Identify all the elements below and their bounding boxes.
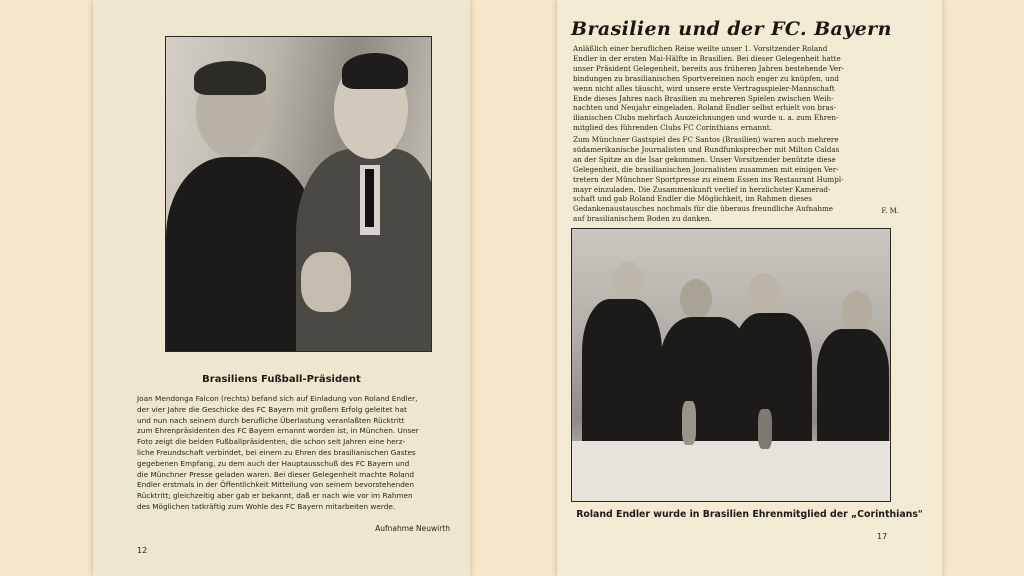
photo-credit: Aufnahme Neuwirth: [375, 524, 450, 533]
right-page-number: 17: [877, 532, 888, 541]
article-title: Brasilien und der FC. Bayern: [571, 18, 892, 40]
left-caption-text: Joan Mendonga Falcon (rechts) befand sich auf Einladung von Roland Endler, der vier Jahre die Geschicke des FC Bayern mit großem Erfolg geleitet hat und nun nach seinem durch berufliche Überlastung veranlaßten Rücktritt zum Ehrenpräsidenten des FC Bayern ernannt worden ist, in München. Unser Foto zeigt die beiden Fußballpräsidenten, die schon seit Jahren eine herz- liche Freundschaft verbindet, bei einem zu Ehren des brasilianischen Gastes gegebenen Empfang, zu dem auch der Hauptausschuß des FC Bayern und die Münchner Presse geladen waren. Bei dieser Gelegenheit machte Roland Endler erstmals in der Öffentlichkeit Mitteilung von seinem bevorstehenden Rücktritt; gleichzeitig aber gab er bekannt, daß er nach wie vor im Rahmen des Möglichen tatkräftig zum Wohle des FC Bayern mitarbeiten werde.: [137, 394, 419, 511]
banquet-table: [572, 441, 890, 501]
article-signature: F. M.: [881, 207, 899, 215]
article-paragraph-1: Anläßlich einer beruflichen Reise weilte unser 1. Vorsitzender Roland Endler in der ersten Mai-Hälfte in Brasilien. Bei dieser Gelegenheit hatte unser Präsident Gelegenheit, bereits aus früheren Jahren bestehende Ver- bindungen zu brasilianischen Sportvereinen noch enger zu knüpfen, und wenn nicht alles täuscht, wird unsere erste Vertragsspieler-Mannschaft Ende dieses Jahres nach Brasilien zu mehreren Spielen zwischen Weih- nachten und Neujahr eingeladen. Roland Endler selbst erhielt von bras- ilianischen Clubs mehrfach Auszeichnungen und wurde u. a. zum Ehren- mitglied des führenden Clubs FC Corinthians ernannt.: [573, 44, 844, 133]
left-caption-title: Brasiliens Fußball-Präsident: [202, 374, 361, 385]
figure-man-4: [817, 329, 889, 449]
right-page: [557, 0, 942, 576]
left-page: [93, 0, 470, 576]
left-page-number: 12: [137, 546, 148, 555]
article-paragraph-2: Zum Münchner Gastspiel des FC Santos (Brasilien) waren auch mehrere südamerikanische Journalisten und Rundfunksprecher mit Milton Caldas an der Spitze an die Isar gekommen. Unser Vorsitzender benützte diese Gelegenheit, die brasilianischen Journalisten zusammen mit einigen Ver- tretern der Münchner Sportpresse zu einem Essen ins Restaurant Humpl- mayr einzuladen. Die Zusammenkunft verlief in herzlichster Kamerad- schaft und gab Roland Endler die Möglichkeit, im Rahmen dieses Gedankenaustausches nochmals für die überaus freundliche Aufnahme auf brasilianischem Boden zu danken.: [573, 135, 844, 224]
figure-man-1: [582, 299, 662, 449]
right-photo: [571, 228, 891, 502]
figure-man-3: [732, 313, 812, 449]
left-photo: [165, 36, 432, 352]
figure-left-man: [166, 157, 316, 352]
right-photo-caption: Roland Endler wurde in Brasilien Ehrenmitglied der „Corinthians": [576, 509, 923, 520]
